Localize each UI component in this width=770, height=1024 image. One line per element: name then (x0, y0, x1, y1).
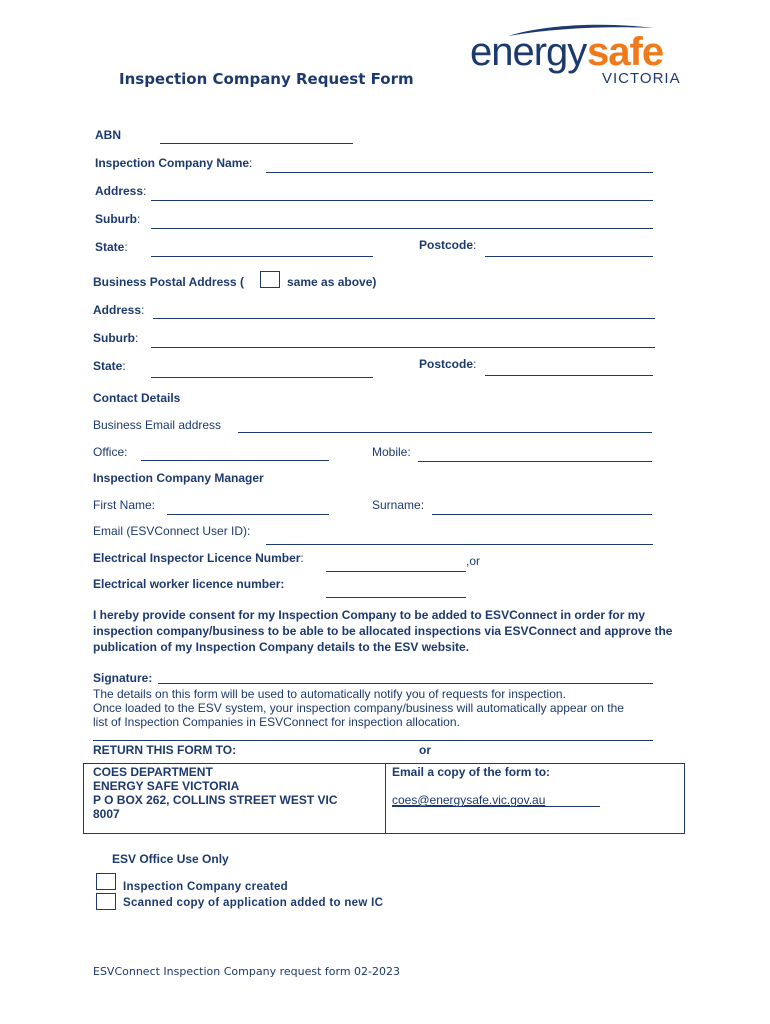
manager-heading: Inspection Company Manager (93, 471, 264, 485)
surname-field[interactable] (432, 499, 652, 515)
same-as-above-label: same as above) (287, 275, 377, 289)
suburb-field[interactable] (151, 213, 653, 229)
address-line: ENERGY SAFE VICTORIA (93, 779, 240, 793)
return-email-link[interactable]: coes@energysafe.vic.gov.au (392, 793, 546, 807)
manager-email-field[interactable] (266, 529, 653, 545)
return-label: RETURN THIS FORM TO: (93, 743, 237, 757)
abn-field[interactable] (160, 128, 353, 144)
postal-state-label: State: (93, 359, 126, 373)
address-line: COES DEPARTMENT (93, 765, 213, 779)
postal-suburb-label: Suburb: (93, 331, 139, 345)
licence-or-label: ,or (466, 554, 481, 568)
postcode-label: Postcode: (419, 238, 477, 252)
suburb-label: Suburb: (95, 212, 141, 226)
postal-state-field[interactable] (151, 362, 373, 378)
first-name-label: First Name: (93, 498, 156, 512)
office-use-heading: ESV Office Use Only (112, 852, 229, 866)
energysafe-logo (466, 22, 696, 86)
notice-text (93, 687, 673, 729)
return-or-label: or (419, 743, 431, 757)
inspector-licence-field[interactable] (326, 556, 466, 572)
footer-text: ESVConnect Inspection Company request form 02-2023 (93, 965, 400, 978)
scanned-copy-label: Scanned copy of application added to new IC (123, 897, 384, 909)
address-field[interactable] (151, 185, 653, 201)
notice-line: list of Inspection Companies in ESVConnect for inspection allocation. (93, 715, 460, 729)
business-email-field[interactable] (238, 417, 652, 433)
consent-text: I hereby provide consent for my Inspection Company to be added to ESVConnect in order for my inspection company/business to be able to be allocated inspections via ESVConnect and approve the publication of my Inspection Company details to the ESV website. (93, 608, 673, 654)
postal-postcode-field[interactable] (485, 360, 653, 376)
logo-text-safe: safe (587, 30, 664, 74)
same-as-above-checkbox[interactable] (260, 271, 280, 288)
ic-created-checkbox[interactable] (96, 873, 116, 890)
contact-details-heading: Contact Details (93, 391, 181, 405)
business-email-label: Business Email address (93, 418, 222, 432)
address-line: 8007 (93, 807, 120, 821)
manager-email-label: Email (ESVConnect User ID): (93, 524, 251, 538)
return-address-table (83, 763, 685, 834)
page-title: Inspection Company Request Form (119, 70, 414, 88)
ic-created-label: Inspection Company created (123, 881, 289, 893)
logo-text-victoria: VICTORIA (602, 70, 681, 87)
first-name-field[interactable] (167, 499, 329, 515)
office-field[interactable] (141, 445, 329, 461)
worker-licence-label: Electrical worker licence number: (93, 577, 285, 591)
mobile-field[interactable] (418, 446, 652, 462)
address-label: Address: (95, 184, 147, 198)
surname-label: Surname: (372, 498, 425, 512)
return-address (93, 765, 338, 821)
signature-label: Signature: (93, 671, 153, 685)
postal-address-label: Address: (93, 303, 145, 317)
logo-text-energy: energy (470, 30, 587, 74)
state-field[interactable] (151, 241, 373, 257)
divider (93, 740, 653, 741)
notice-line: The details on this form will be used to automatically notify you of requests for inspection. (93, 687, 566, 701)
scanned-copy-checkbox[interactable] (96, 893, 116, 910)
notice-line: Once loaded to the ESV system, your inspection company/business will automatically appear on the (93, 701, 624, 715)
address-line: P O BOX 262, COLLINS STREET WEST VIC (93, 793, 338, 807)
worker-licence-field[interactable] (326, 582, 466, 598)
company-name-field[interactable] (266, 157, 653, 173)
postal-address-heading: Business Postal Address ( (93, 275, 244, 289)
state-label: State: (95, 240, 128, 254)
inspector-licence-label: Electrical Inspector Licence Number: (93, 551, 304, 565)
postcode-field[interactable] (485, 241, 653, 257)
postal-postcode-label: Postcode: (419, 357, 477, 371)
postal-suburb-field[interactable] (151, 332, 655, 348)
postal-address-field[interactable] (153, 303, 655, 319)
signature-field[interactable] (158, 668, 653, 684)
company-name-label: Inspection Company Name: (95, 156, 253, 170)
mobile-label: Mobile: (372, 445, 411, 459)
abn-label: ABN (95, 128, 121, 142)
office-label: Office: (93, 445, 128, 459)
email-heading: Email a copy of the form to: (392, 765, 551, 779)
table-divider (385, 764, 386, 833)
email-underline (392, 806, 600, 807)
